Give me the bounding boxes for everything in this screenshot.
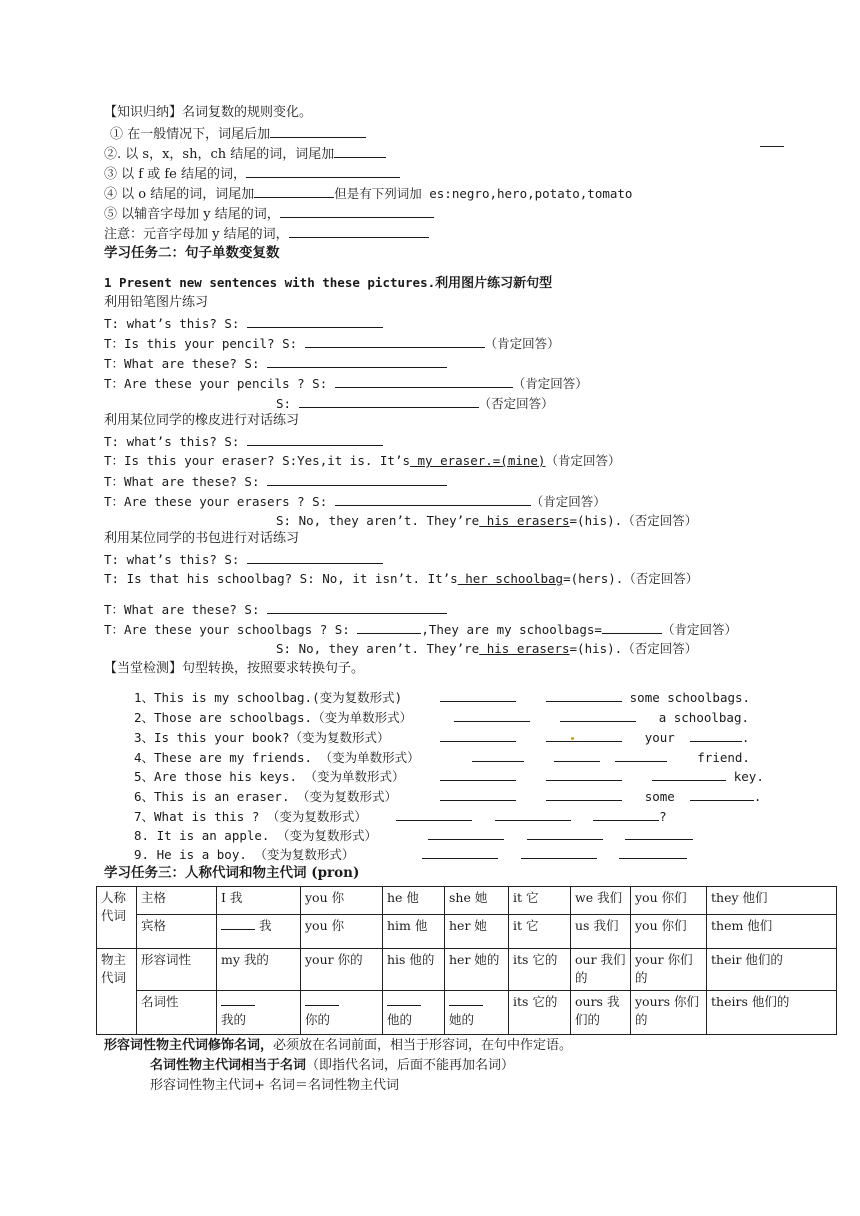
answer-blank[interactable] (593, 807, 659, 821)
check-title: 【当堂检测】 (104, 661, 183, 676)
answer-blank[interactable] (357, 620, 421, 634)
cell: its 它的 (509, 949, 571, 991)
dialogue-text: T: what’s this? S: (104, 552, 240, 567)
rule-3 (104, 164, 400, 182)
pencil-line-3 (104, 354, 447, 372)
answer-blank[interactable] (619, 845, 687, 859)
answer-type: （肯定回答） (530, 494, 606, 509)
cell: us 我们 (571, 915, 631, 949)
cell: you 你 (301, 915, 383, 949)
exercise-question: 8. It is an apple. （变为复数形式） (134, 828, 377, 843)
exercise-question: 1、This is my schoolbag.(变为复数形式) (134, 690, 403, 705)
rule-4-exceptions: 但是有下列词加 es:negro,hero,potato,tomato (334, 186, 633, 201)
cell: you 你们 (631, 887, 707, 915)
dialogue-text: T：What are these? S: (104, 356, 260, 371)
answer-blank[interactable] (690, 728, 742, 742)
rule-4 (104, 184, 632, 202)
cell: you 你 (301, 887, 383, 915)
task2-title: 学习任务二：句子单数变复数 (104, 245, 280, 261)
answer-type: （肯定回答） (661, 622, 737, 637)
bag-line-1 (104, 550, 383, 568)
pronoun-table (96, 886, 837, 1035)
exercise-2 (134, 708, 749, 726)
answer-blank[interactable] (247, 550, 383, 564)
dialogue-text: S: No, they aren’t. They’re (276, 641, 480, 656)
fill-blank[interactable] (334, 144, 386, 158)
answer-blank[interactable] (440, 688, 516, 702)
cell: your 你的 (301, 949, 383, 991)
cell-text: 你的 (305, 1012, 331, 1027)
pencil-line-1 (104, 314, 383, 332)
pencil-line-4 (104, 374, 588, 392)
rule-5 (104, 204, 434, 222)
answer-blank[interactable] (527, 826, 603, 840)
knowledge-heading (104, 104, 312, 122)
exercise-3: 3、Is this your book?（变为复数形式） your . (134, 730, 750, 745)
stray-dash-mark (760, 146, 784, 147)
row-object (97, 915, 837, 949)
task3-title: 学习任务三：人称代词和物主代词 (pron) (104, 865, 360, 881)
bag-title: 利用某位同学的书包进行对话练习 (104, 531, 300, 546)
cell: their 他们的 (707, 949, 837, 991)
answer-blank[interactable] (335, 492, 531, 506)
note-1 (104, 1037, 572, 1055)
rule-note (104, 224, 429, 242)
row-label: 形容词性 (137, 949, 217, 991)
answer-blank[interactable] (546, 728, 622, 742)
row-label: 宾格 (137, 915, 217, 949)
cell: her 她的 (445, 949, 509, 991)
exercise-6: 6、This is an eraser. （变为复数形式） some . (134, 789, 762, 804)
cell: your 你们的 (631, 949, 707, 991)
exercise-tail: some (644, 789, 675, 804)
rule-text: ⑤ 以辅音字母加 y 结尾的词， (104, 207, 280, 222)
answer-blank[interactable] (690, 787, 754, 801)
cell-with-blank (217, 991, 301, 1035)
dialogue-text: T：Are these your pencils ? S: (104, 376, 328, 391)
exercise-1 (134, 688, 750, 706)
exercise-5 (134, 767, 764, 785)
rule-1 (110, 124, 366, 142)
cell: yours 你们的 (631, 991, 707, 1035)
cell: it 它 (509, 915, 571, 949)
note-3 (150, 1077, 399, 1095)
fill-blank[interactable] (387, 993, 421, 1006)
note-text: 必须放在名词前面，相当于形容词，在句中作定语。 (273, 1038, 573, 1053)
cell-text: 我 (258, 918, 272, 933)
check-subtitle: 句型转换，按照要求转换句子。 (182, 661, 365, 676)
answer-blank[interactable] (521, 845, 597, 859)
answer-blank[interactable] (554, 748, 600, 762)
cell: him 他 (383, 915, 445, 949)
underlined-answer: my eraser.=(mine) (410, 453, 546, 468)
cell: them 他们 (707, 915, 837, 949)
cell: I 我 (217, 887, 301, 915)
exercise-question: 4、These are my friends. （变为单数形式） (134, 750, 420, 765)
eraser-line-5 (276, 512, 697, 530)
answer-blank[interactable] (422, 845, 498, 859)
answer-blank[interactable] (267, 600, 447, 614)
cell: our 我们的 (571, 949, 631, 991)
fill-blank[interactable] (221, 917, 255, 930)
exercise-tail: key. (733, 769, 764, 784)
bag-line-3 (104, 600, 447, 618)
cell: his 他的 (383, 949, 445, 991)
dialogue-text: T: what’s this? S: (104, 316, 240, 331)
cell-with-blank (383, 991, 445, 1035)
dialogue-text: T：Are these your schoolbags ? S: (104, 622, 350, 637)
answer-blank[interactable] (546, 787, 622, 801)
check-heading (104, 660, 364, 678)
answer-blank[interactable] (396, 807, 472, 821)
row-nominal (97, 991, 837, 1035)
exercise-tail: ? (659, 809, 667, 824)
exercise-question: 9. He is a boy. （变为复数形式） (134, 847, 355, 862)
eraser-title: 利用某位同学的橡皮进行对话练习 (104, 413, 300, 428)
answer-type: =(hers).（否定回答） (563, 571, 699, 586)
task2-intro-en: 1 Present new sentences with these pictures. (104, 275, 436, 290)
bag-line-2 (104, 570, 698, 588)
cell: its 它的 (509, 991, 571, 1035)
note-bold: 形容词性物主代词修饰名词， (104, 1038, 274, 1053)
exercise-question: 3、Is this your book?（变为复数形式） (134, 730, 390, 745)
cell: she 她 (445, 887, 509, 915)
answer-blank[interactable] (440, 787, 516, 801)
rule-text: ③ 以 f 或 fe 结尾的词， (104, 167, 246, 182)
answer-blank[interactable] (625, 826, 693, 840)
exercise-tail: your (644, 730, 675, 745)
exercise-tail: friend. (697, 750, 750, 765)
pencil-title: 利用铅笔图片练习 (104, 295, 209, 310)
note-text: （即指代名词，后面不能再加名词） (306, 1058, 515, 1073)
exercise-question: 6、This is an eraser. （变为复数形式） (134, 789, 398, 804)
rule-text: ②. 以 s，x，sh，ch 结尾的词，词尾加 (104, 147, 335, 162)
knowledge-title: 【知识归纳】 (104, 105, 183, 120)
note-bold: 名词性物主代词相当于名词 (150, 1058, 307, 1073)
cell: her 她 (445, 915, 509, 949)
cell: we 我们 (571, 887, 631, 915)
exercise-4 (134, 748, 750, 766)
cell-with-blank (445, 991, 509, 1035)
dialogue-text: T：Is this your eraser? S:Yes,it is. It’s (104, 453, 410, 468)
underlined-answer: her schoolbag (457, 571, 564, 586)
answer-blank[interactable] (440, 728, 516, 742)
dialogue-text: T：What are these? S: (104, 602, 260, 617)
dialogue-text: T: Is that his schoolbag? S: No, it isn’t. It’s (104, 571, 458, 586)
answer-type: （肯定回答） (512, 376, 588, 391)
dialogue-text: ,They are my schoolbags= (421, 622, 602, 637)
answer-blank[interactable] (560, 708, 636, 722)
exercise-question: 5、Are those his keys. （变为单数形式） (134, 769, 405, 784)
exercise-tail: some schoolbags. (629, 690, 751, 705)
exercise-9 (134, 845, 687, 863)
answer-blank[interactable] (454, 708, 530, 722)
answer-blank[interactable] (495, 807, 571, 821)
exercise-question: 7、What is this ? （变为复数形式） (134, 809, 367, 824)
exercise-question: 2、Those are schoolbags.（变为单数形式） (134, 710, 413, 725)
pencil-line-2 (104, 334, 560, 352)
answer-blank[interactable] (615, 748, 667, 762)
answer-type: （肯定回答） (545, 453, 621, 468)
fill-blank[interactable] (449, 993, 483, 1006)
note-text: 形容词性物主代词+ 名词＝名词性物主代词 (150, 1078, 400, 1093)
fill-blank[interactable] (270, 124, 366, 138)
rule-text: 注意：元音字母加 y 结尾的词， (104, 227, 289, 242)
answer-blank[interactable] (335, 374, 513, 388)
underlined-answer: his erasers (479, 641, 570, 656)
rule-text: ① 在一般情况下，词尾后加 (110, 127, 271, 142)
answer-blank[interactable] (247, 432, 383, 446)
dialogue-text: T：Are these your erasers ? S: (104, 494, 328, 509)
rule-text: ④ 以 o 结尾的词，词尾加 (104, 187, 255, 202)
cell-text: 她的 (449, 1012, 475, 1027)
exercise-8 (134, 826, 693, 844)
row-adjectival (97, 949, 837, 991)
eraser-line-2 (104, 452, 620, 470)
bag-line-4 (104, 620, 737, 638)
answer-blank[interactable] (267, 472, 447, 486)
exercise-tail: a schoolbag. (658, 710, 749, 725)
answer-type: =(his).（否定回答） (569, 641, 698, 656)
cell: it 它 (509, 887, 571, 915)
eraser-line-1 (104, 432, 383, 450)
cell: ours 我们的 (571, 991, 631, 1035)
cell: they 他们 (707, 887, 837, 915)
row-label: 名词性 (137, 991, 217, 1035)
stray-dot-mark (571, 737, 574, 740)
cell-text: 我的 (221, 1012, 247, 1027)
fill-blank[interactable] (289, 224, 429, 238)
task2-intro (104, 274, 552, 292)
group-possessive-pronouns: 物主代词 (97, 949, 137, 1035)
cell: theirs 他们的 (707, 991, 837, 1035)
fill-blank[interactable] (254, 184, 334, 198)
task2-intro-cn: 利用图片练习新句型 (435, 276, 553, 291)
knowledge-subtitle: 名词复数的规则变化。 (182, 105, 313, 120)
answer-blank[interactable] (602, 620, 662, 634)
answer-blank[interactable] (247, 314, 383, 328)
fill-blank[interactable] (221, 993, 255, 1006)
underlined-answer: his erasers (479, 513, 570, 528)
cell-text: 他的 (387, 1012, 413, 1027)
answer-type: =(his).（否定回答） (569, 513, 698, 528)
cell-with-blank (217, 915, 301, 949)
eraser-line-4 (104, 492, 606, 510)
dialogue-text: S: No, they aren’t. They’re (276, 513, 480, 528)
fill-blank[interactable] (305, 993, 339, 1006)
answer-blank[interactable] (652, 767, 726, 781)
answer-blank[interactable] (267, 354, 447, 368)
row-label: 主格 (137, 887, 217, 915)
rule-2 (104, 144, 386, 162)
eraser-line-3 (104, 472, 447, 490)
note-2 (150, 1057, 514, 1075)
bag-line-5 (276, 640, 697, 658)
row-subject (97, 887, 837, 915)
cell: he 他 (383, 887, 445, 915)
cell-with-blank (301, 991, 383, 1035)
answer-blank[interactable] (546, 767, 622, 781)
dialogue-text: T：What are these? S: (104, 474, 260, 489)
answer-blank[interactable] (305, 334, 485, 348)
cell: my 我的 (217, 949, 301, 991)
answer-blank[interactable] (546, 688, 622, 702)
cell: you 你们 (631, 915, 707, 949)
answer-type: （否定回答） (478, 396, 554, 411)
answer-type: （肯定回答） (484, 336, 560, 351)
dialogue-text: T：Is this your pencil? S: (104, 336, 298, 351)
fill-blank[interactable] (246, 164, 400, 178)
group-personal-pronouns: 人称代词 (97, 887, 137, 949)
fill-blank[interactable] (280, 204, 434, 218)
exercise-7 (134, 807, 667, 825)
answer-blank[interactable] (428, 826, 504, 840)
answer-blank[interactable] (440, 767, 516, 781)
answer-blank[interactable] (299, 394, 479, 408)
dialogue-text: S: (276, 396, 292, 411)
dialogue-text: T: what’s this? S: (104, 434, 240, 449)
answer-blank[interactable] (472, 748, 524, 762)
pencil-line-5 (276, 394, 554, 412)
